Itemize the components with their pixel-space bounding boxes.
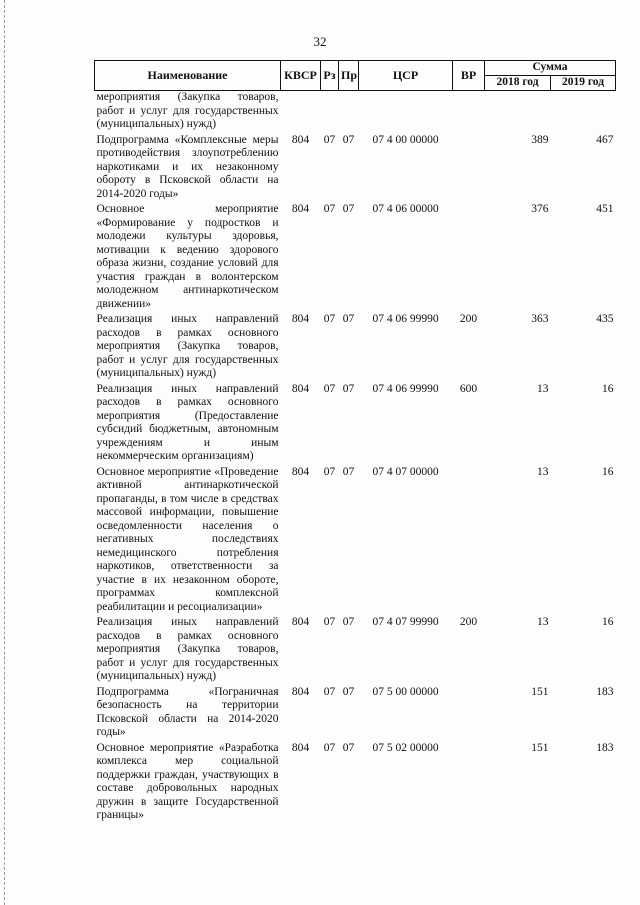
cell-y2019: 183 bbox=[596, 741, 614, 754]
table-row bbox=[95, 381, 616, 464]
cell-y2018: 151 bbox=[531, 685, 549, 698]
cell-rz: 07 bbox=[323, 465, 336, 478]
cell-vr: 200 bbox=[459, 616, 478, 628]
cell-y2018: 389 bbox=[531, 133, 549, 146]
cell-y2018: 151 bbox=[531, 741, 549, 754]
cell-y2018: 13 bbox=[537, 382, 549, 395]
cell-vr bbox=[453, 201, 485, 311]
cell-y2019: 467 bbox=[596, 133, 614, 146]
cell-name: Основное мероприятие «Формирование у подростков и молодежи культуры здоровья, мотивации к ведению здорового образа жизни, создание условий для участия граждан в волонтерском молодежном антинаркотическом движении» bbox=[96, 203, 279, 310]
cell-y2018: 13 bbox=[537, 465, 549, 478]
header-sum: Сумма bbox=[485, 61, 616, 76]
cell-y2018: 376 bbox=[531, 203, 549, 215]
cell-csr: 07 4 06 99990 bbox=[372, 382, 439, 395]
cell-kvsr: 804 bbox=[291, 741, 310, 754]
page-number: 32 bbox=[313, 34, 327, 49]
cell-vr: 600 bbox=[459, 382, 478, 395]
table-row-continuation bbox=[95, 91, 616, 132]
cell-kvsr: 804 bbox=[291, 382, 310, 395]
cell-y2018: 13 bbox=[537, 616, 549, 628]
table-row bbox=[95, 464, 616, 615]
table-row bbox=[95, 311, 616, 381]
cell-vr: 200 bbox=[459, 313, 478, 325]
header-2019: 2019 год bbox=[551, 76, 616, 91]
cell-rz: 07 bbox=[323, 133, 336, 146]
cell-csr: 07 5 02 00000 bbox=[372, 741, 439, 754]
cell-rz: 07 bbox=[323, 382, 336, 395]
header-rz: Рз bbox=[321, 61, 339, 91]
cell-rz: 07 bbox=[323, 313, 336, 325]
cell-y2018: 363 bbox=[531, 313, 549, 325]
cell-kvsr: 804 bbox=[291, 685, 310, 698]
table-row bbox=[95, 201, 616, 311]
budget-table bbox=[94, 60, 616, 823]
cell-rz: 07 bbox=[323, 685, 336, 698]
cell-kvsr: 804 bbox=[291, 203, 310, 215]
header-kvsr: КВСР bbox=[281, 61, 321, 91]
cell-rz: 07 bbox=[323, 741, 336, 754]
table-row bbox=[95, 614, 616, 684]
header-name: Наименование bbox=[95, 61, 281, 91]
cell-kvsr: 804 bbox=[291, 133, 310, 146]
table-row bbox=[95, 132, 616, 202]
cell-kvsr: 804 bbox=[291, 616, 310, 628]
cell-csr: 07 4 06 00000 bbox=[372, 203, 439, 215]
cell-kvsr: 804 bbox=[291, 465, 310, 478]
cell-name: Реализация иных направлений расходов в рамках основного мероприятия (Предоставление субсидий бюджетным, автономным учреждениям и иным некоммерческим организациям) bbox=[96, 382, 279, 462]
cell-name: Подпрограмма «Пограничная безопасность на территории Псковской области на 2014-2020 годы» bbox=[96, 685, 279, 738]
header-csr: ЦСР bbox=[359, 61, 453, 91]
cell-pr: 07 bbox=[342, 616, 355, 628]
cell-vr bbox=[453, 464, 485, 615]
cell-rz: 07 bbox=[323, 616, 336, 628]
cell-pr: 07 bbox=[342, 203, 355, 215]
header-vr: ВР bbox=[453, 61, 485, 91]
header-2018: 2018 год bbox=[485, 76, 551, 91]
scan-edge bbox=[4, 0, 6, 905]
cell-csr: 07 4 00 00000 bbox=[372, 133, 439, 146]
cell-csr: 07 5 00 00000 bbox=[372, 685, 439, 698]
cell-y2019: 16 bbox=[602, 465, 614, 478]
cell-name: Реализация иных направлений расходов в рамках основного мероприятия (Закупка товаров, работ и услуг для государственных (муниципальных) нужд) bbox=[96, 616, 279, 682]
cell-pr: 07 bbox=[342, 133, 355, 146]
header-pr: Пр bbox=[339, 61, 359, 91]
cell-vr bbox=[453, 132, 485, 202]
cell-y2019: 435 bbox=[596, 313, 614, 325]
cell-pr: 07 bbox=[342, 382, 355, 395]
cell-y2019: 183 bbox=[596, 685, 614, 698]
table-row bbox=[95, 740, 616, 823]
cell-pr: 07 bbox=[342, 313, 355, 325]
cell-pr: 07 bbox=[342, 741, 355, 754]
cell-csr: 07 4 07 99990 bbox=[372, 616, 439, 628]
cell-pr: 07 bbox=[342, 465, 355, 478]
cell-vr bbox=[453, 684, 485, 740]
cell-name: Основное мероприятие «Разработка комплекса мер социальной поддержки граждан, участвующих в составе добровольных народных дружин в защите Государственной границы» bbox=[96, 741, 279, 821]
cell-y2019: 451 bbox=[596, 203, 614, 215]
cell-csr: 07 4 07 00000 bbox=[372, 465, 439, 478]
cell-rz: 07 bbox=[323, 203, 336, 215]
cell-kvsr: 804 bbox=[291, 313, 310, 325]
cell-pr: 07 bbox=[342, 685, 355, 698]
cell-name: Основное мероприятие «Проведение активной антинаркотической пропаганды, в том числе в средствах массовой информации, повышение осведомленности населения о негативных последствиях немедицинского потребления наркотиков, ответственности за участие в их незаконном обороте, программах комплексной реабилитации и ресоциализации» bbox=[96, 465, 279, 613]
table-row bbox=[95, 684, 616, 740]
continuation-text: мероприятия (Закупка товаров, работ и услуг для государственных (муниципальных) нужд) bbox=[96, 91, 279, 130]
cell-vr bbox=[453, 740, 485, 823]
cell-name: Подпрограмма «Комплексные меры противодействия злоупотреблению наркотиками и их незаконному обороту в Псковской области на 2014-2020 годы» bbox=[96, 133, 279, 200]
cell-csr: 07 4 06 99990 bbox=[372, 313, 439, 325]
cell-name: Реализация иных направлений расходов в рамках основного мероприятия (Закупка товаров, работ и услуг для государственных (муниципальных) нужд) bbox=[96, 313, 279, 379]
cell-y2019: 16 bbox=[602, 382, 614, 395]
cell-y2019: 16 bbox=[602, 616, 614, 628]
